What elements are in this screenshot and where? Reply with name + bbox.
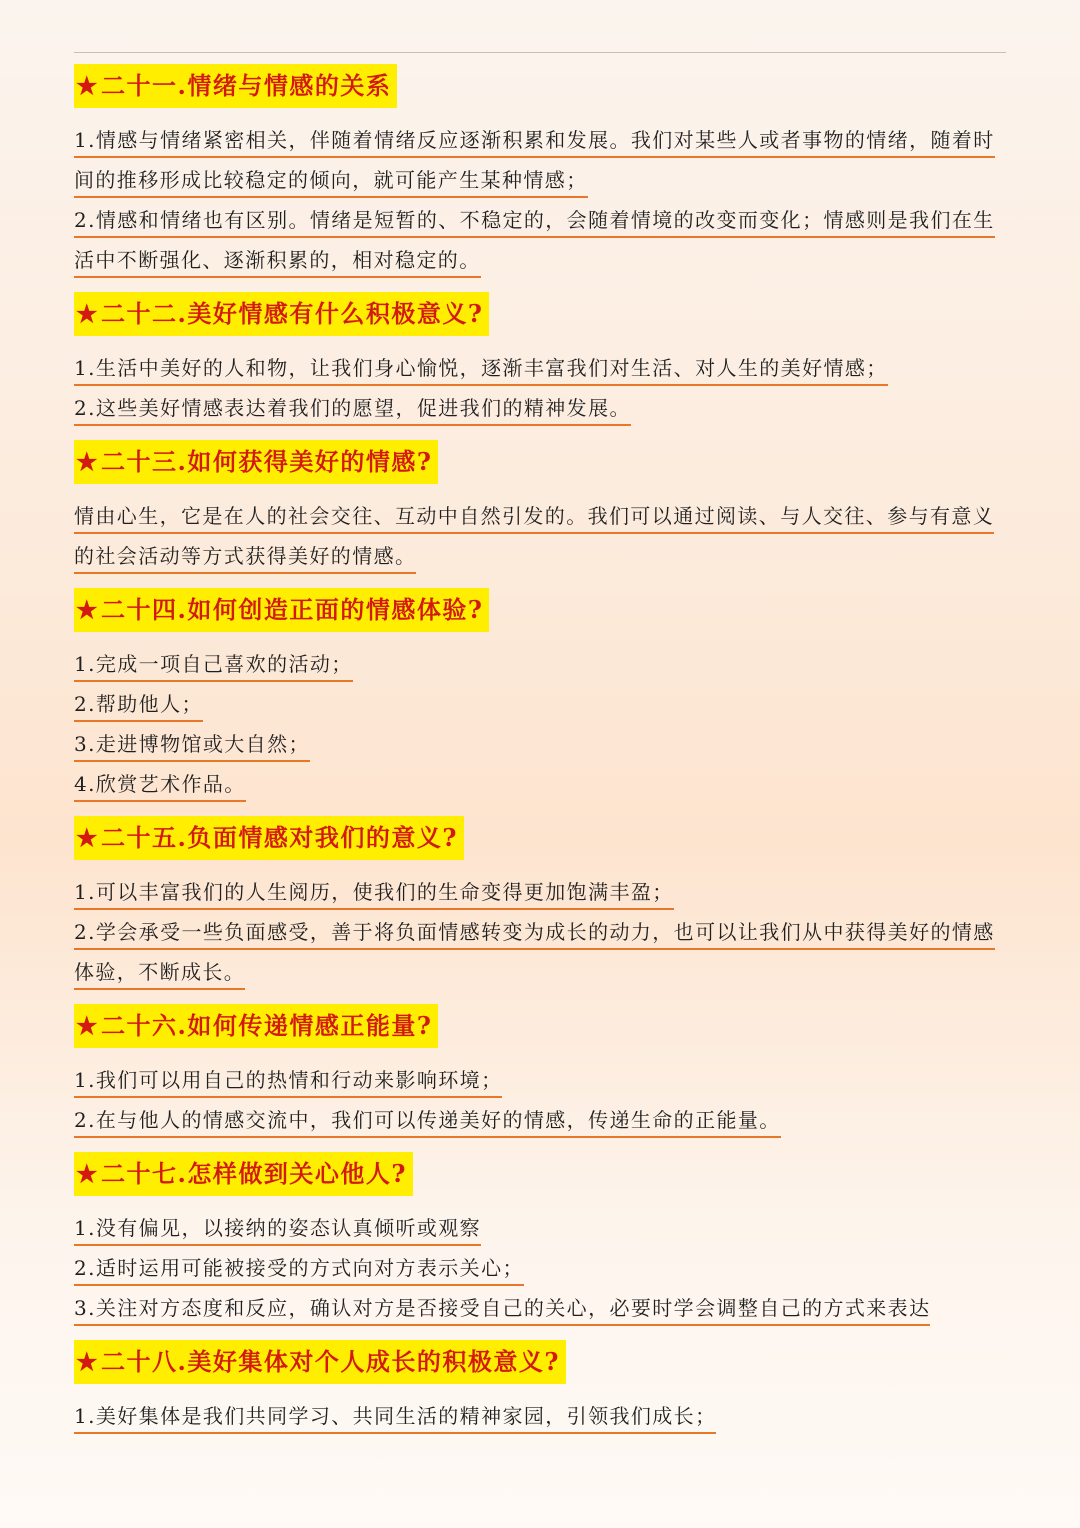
paragraph — [74, 120, 1004, 200]
section — [74, 292, 1004, 428]
paragraph — [74, 1060, 1004, 1100]
paragraph-text: 1.可以丰富我们的人生阅历，使我们的生命变得更加饱满丰盈； — [74, 880, 674, 910]
top-divider — [74, 52, 1006, 53]
section-title: 二十二.美好情感有什么积极意义? — [101, 299, 484, 328]
paragraph-text: 1.完成一项自己喜欢的活动； — [74, 652, 353, 682]
star-icon: ★ — [76, 447, 100, 476]
paragraph — [74, 872, 1004, 912]
paragraph-text: 4.欣赏艺术作品。 — [74, 772, 246, 802]
star-icon: ★ — [76, 1347, 100, 1376]
section-heading — [74, 816, 464, 860]
section-title: 二十五.负面情感对我们的意义? — [101, 823, 458, 852]
paragraph — [74, 724, 1004, 764]
star-icon: ★ — [76, 1011, 100, 1040]
paragraph — [74, 348, 1004, 388]
paragraph-text: 情由心生，它是在人的社会交往、互动中自然引发的。我们可以通过阅读、与人交往、参与有意义的社会活动等方式获得美好的情感。 — [74, 504, 994, 574]
paragraph — [74, 1288, 1004, 1328]
paragraph — [74, 496, 1004, 576]
section-title: 二十四.如何创造正面的情感体验? — [101, 595, 484, 624]
section-title: 二十三.如何获得美好的情感? — [101, 447, 433, 476]
section — [74, 1152, 1004, 1328]
paragraph-text: 1.美好集体是我们共同学习、共同生活的精神家园，引领我们成长； — [74, 1404, 716, 1434]
notes-content — [74, 64, 1004, 1448]
paragraph-text: 1.没有偏见，以接纳的姿态认真倾听或观察 — [74, 1216, 481, 1246]
paragraph-text: 1.我们可以用自己的热情和行动来影响环境； — [74, 1068, 502, 1098]
paragraph-text: 2.适时运用可能被接受的方式向对方表示关心； — [74, 1256, 524, 1286]
section-heading — [74, 1004, 438, 1048]
star-icon: ★ — [76, 1159, 100, 1188]
star-icon: ★ — [76, 71, 100, 100]
paragraph-text: 1.生活中美好的人和物，让我们身心愉悦，逐渐丰富我们对生活、对人生的美好情感； — [74, 356, 888, 386]
paragraph — [74, 1396, 1004, 1436]
section — [74, 440, 1004, 576]
paragraph — [74, 684, 1004, 724]
paragraph — [74, 644, 1004, 684]
paragraph — [74, 1100, 1004, 1140]
section — [74, 816, 1004, 992]
paragraph — [74, 912, 1004, 992]
paragraph-text: 3.关注对方态度和反应，确认对方是否接受自己的关心，必要时学会调整自己的方式来表达 — [74, 1296, 930, 1326]
section-heading — [74, 292, 489, 336]
paragraph — [74, 764, 1004, 804]
section-heading — [74, 588, 489, 632]
star-icon: ★ — [76, 823, 100, 852]
paragraph — [74, 1208, 1004, 1248]
star-icon: ★ — [76, 595, 100, 624]
section-title: 二十七.怎样做到关心他人? — [101, 1159, 407, 1188]
paragraph — [74, 1248, 1004, 1288]
paragraph-text: 2.这些美好情感表达着我们的愿望，促进我们的精神发展。 — [74, 396, 631, 426]
paragraph-text: 3.走进博物馆或大自然； — [74, 732, 310, 762]
section-title: 二十六.如何传递情感正能量? — [101, 1011, 433, 1040]
section-title: 二十八.美好集体对个人成长的积极意义? — [101, 1347, 560, 1376]
section-heading — [74, 1340, 566, 1384]
section — [74, 1340, 1004, 1436]
paragraph-text: 2.情感和情绪也有区别。情绪是短暂的、不稳定的，会随着情境的改变而变化；情感则是我们在生活中不断强化、逐渐积累的，相对稳定的。 — [74, 208, 995, 278]
section — [74, 1004, 1004, 1140]
star-icon: ★ — [76, 299, 100, 328]
paragraph-text: 2.帮助他人； — [74, 692, 203, 722]
section-heading — [74, 64, 397, 108]
paragraph-text: 2.在与他人的情感交流中，我们可以传递美好的情感，传递生命的正能量。 — [74, 1108, 781, 1138]
paragraph — [74, 200, 1004, 280]
section — [74, 64, 1004, 280]
paragraph-text: 2.学会承受一些负面感受，善于将负面情感转变为成长的动力，也可以让我们从中获得美好的情感体验，不断成长。 — [74, 920, 995, 990]
section-title: 二十一.情绪与情感的关系 — [101, 71, 392, 100]
section-heading — [74, 1152, 413, 1196]
section — [74, 588, 1004, 804]
paragraph-text: 1.情感与情绪紧密相关，伴随着情绪反应逐渐积累和发展。我们对某些人或者事物的情绪，随着时间的推移形成比较稳定的倾向，就可能产生某种情感； — [74, 128, 995, 198]
paragraph — [74, 388, 1004, 428]
section-heading — [74, 440, 438, 484]
